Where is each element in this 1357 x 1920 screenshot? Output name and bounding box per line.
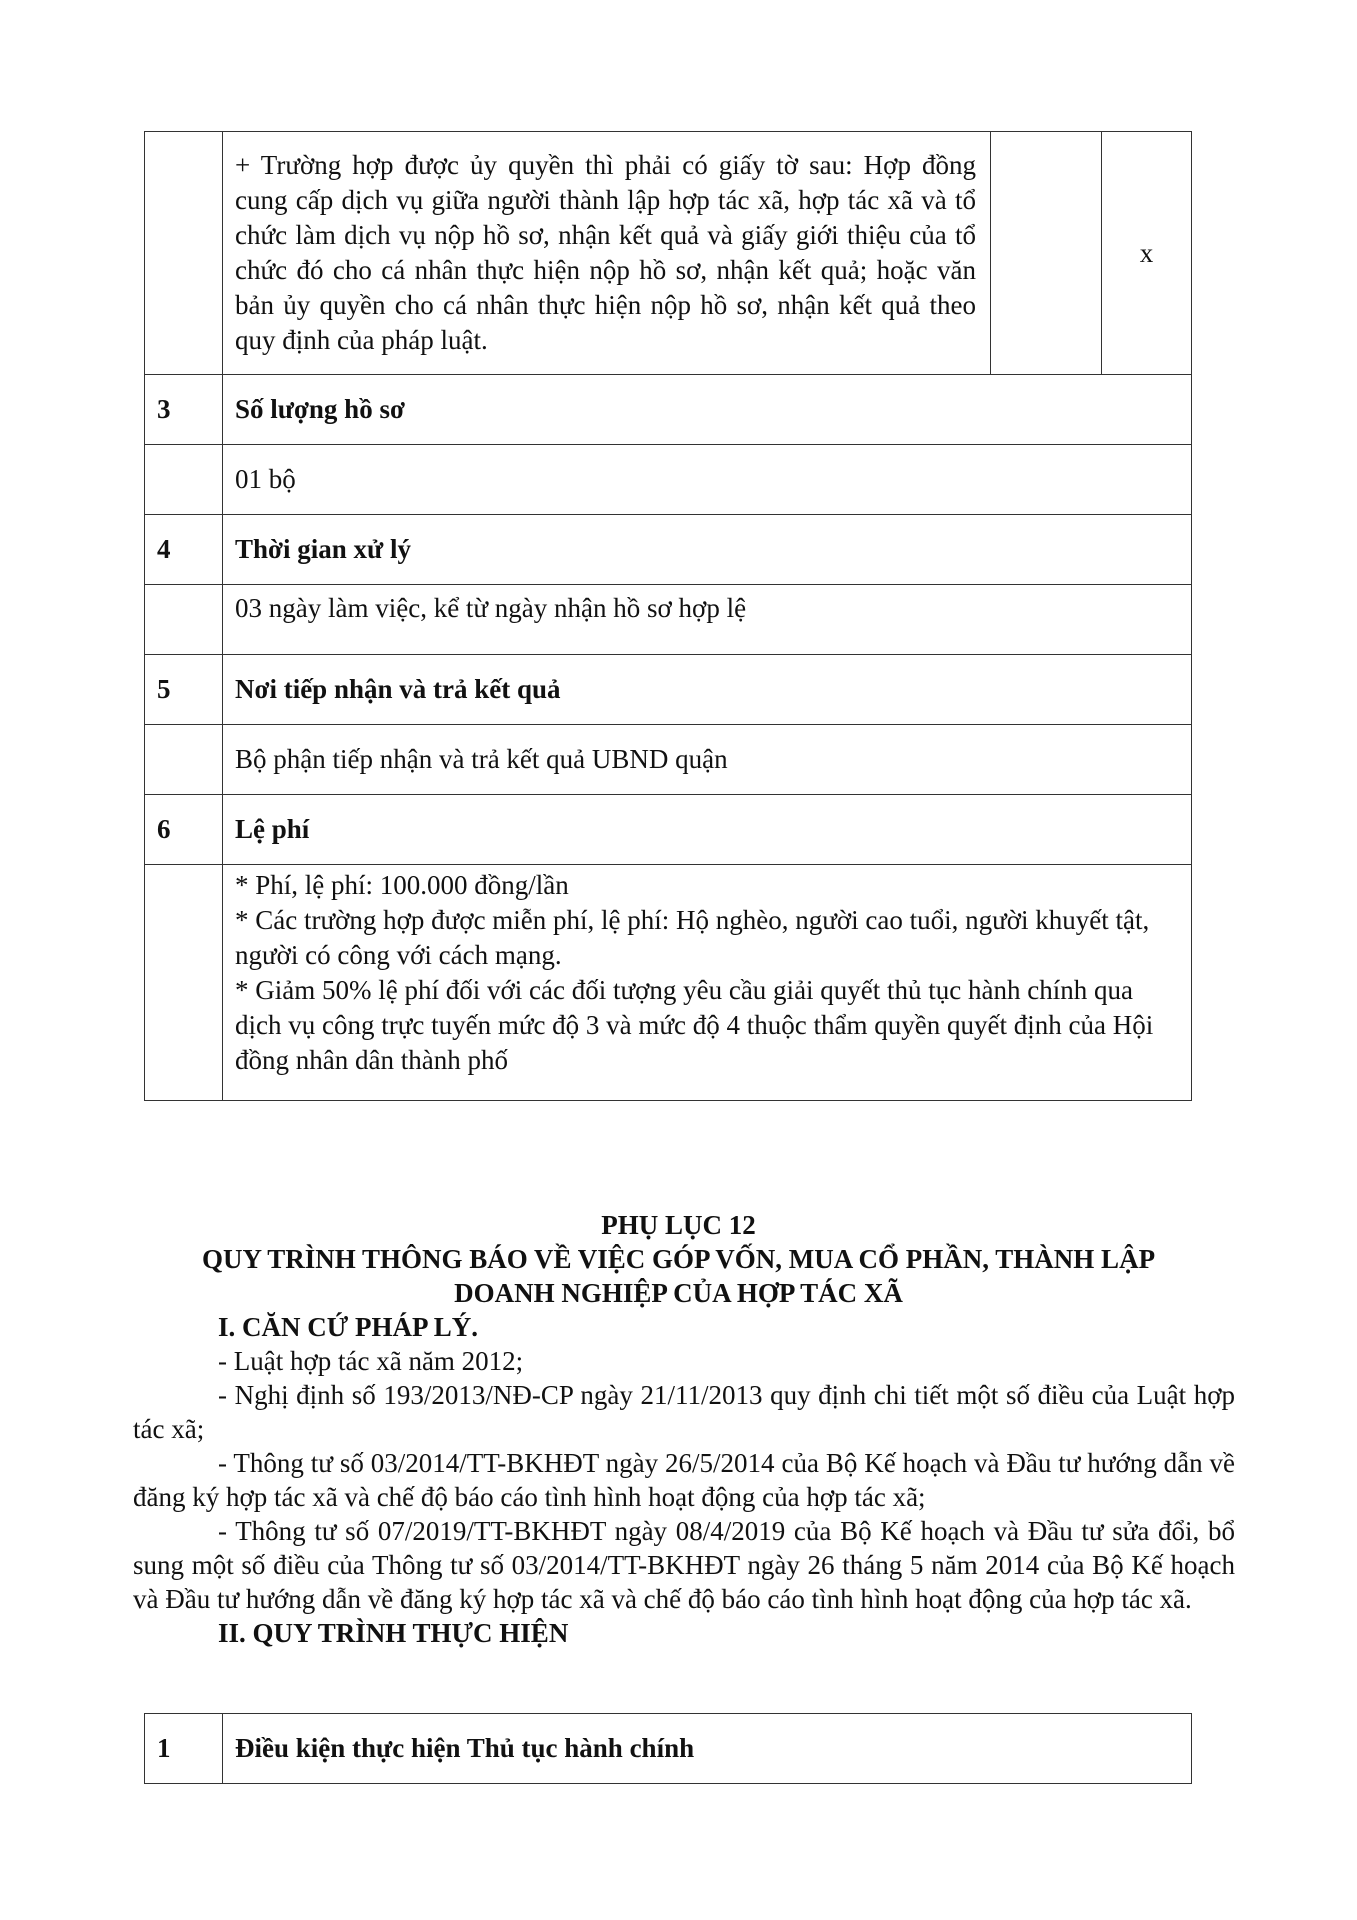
row-number-cell [145,865,223,1101]
empty-check-cell [991,132,1102,375]
row-title: Điều kiện thực hiện Thủ tục hành chính [223,1714,1192,1784]
row-title: Số lượng hồ sơ [223,375,1192,445]
row-title: Lệ phí [223,795,1192,865]
table-row [145,515,1192,585]
table-row [145,655,1192,725]
fee-details: * Phí, lệ phí: 100.000 đồng/lần * Các trường hợp được miễn phí, lệ phí: Hộ nghèo, người cao tuổi, người khuyết tật, người có công với cách mạng. * Giảm 50% lệ phí đối với các đối tượng yêu cầu giải quyết thủ tục hành chính qua dịch vụ công trực tuyến mức độ 3 và mức độ 4 thuộc thẩm quyền quyết định của Hội đồng nhân dân thành phố [223,865,1192,1101]
table-row [145,725,1192,795]
check-mark: x [1102,132,1192,375]
legal-basis-section [133,1310,1235,1650]
legal-item: - Nghị định số 193/2013/NĐ-CP ngày 21/11/2013 quy định chi tiết một số điều của Luật hợp tác xã; [133,1380,1235,1444]
row-content: 01 bộ [223,445,1192,515]
row-number: 1 [145,1714,223,1784]
row-number-cell [145,585,223,655]
row-content: 03 ngày làm việc, kể từ ngày nhận hồ sơ hợp lệ [223,585,1192,655]
legal-item: - Thông tư số 03/2014/TT-BKHĐT ngày 26/5/2014 của Bộ Kế hoạch và Đầu tư hướng dẫn về đăng ký hợp tác xã và chế độ báo cáo tình hình hoạt động của hợp tác xã; [133,1448,1235,1512]
row-title: Thời gian xử lý [223,515,1192,585]
procedure-table-top [144,131,1192,1101]
section-heading-procedure: II. QUY TRÌNH THỰC HIỆN [218,1618,569,1648]
row-number: 5 [145,655,223,725]
table-row [145,1714,1192,1784]
table-row [145,445,1192,515]
legal-item: - Thông tư số 07/2019/TT-BKHĐT ngày 08/4/2019 của Bộ Kế hoạch và Đầu tư sửa đổi, bổ sung một số điều của Thông tư số 03/2014/TT-BKHĐT ngày 26 tháng 5 năm 2014 của Bộ Kế hoạch và Đầu tư hướng dẫn về đăng ký hợp tác xã và chế độ báo cáo tình hình hoạt động của hợp tác xã. [133,1516,1235,1614]
appendix-title-line1: QUY TRÌNH THÔNG BÁO VỀ VIỆC GÓP VỐN, MUA CỔ PHẦN, THÀNH LẬP [201,1244,1156,1274]
appendix-heading [0,1208,1357,1310]
row-number-cell [145,725,223,795]
row-title: Nơi tiếp nhận và trả kết quả [223,655,1192,725]
row-number: 3 [145,375,223,445]
legal-item: - Luật hợp tác xã năm 2012; [218,1346,524,1376]
row-number: 4 [145,515,223,585]
appendix-label: PHỤ LỤC 12 [601,1210,756,1240]
table-row [145,585,1192,655]
row-number-cell [145,132,223,375]
appendix-title-line2: DOANH NGHIỆP CỦA HỢP TÁC XÃ [454,1278,903,1308]
table-row [145,795,1192,865]
section-heading-legal: I. CĂN CỨ PHÁP LÝ. [218,1312,478,1342]
procedure-table-bottom [144,1713,1192,1784]
table-row [145,375,1192,445]
row-content: Bộ phận tiếp nhận và trả kết quả UBND quận [223,725,1192,795]
row-number-cell [145,445,223,515]
table-row [145,132,1192,375]
row-number: 6 [145,795,223,865]
table-row [145,865,1192,1101]
authorization-text: + Trường hợp được ủy quyền thì phải có giấy tờ sau: Hợp đồng cung cấp dịch vụ giữa người thành lập hợp tác xã, hợp tác xã và tổ chức làm dịch vụ nộp hồ sơ, nhận kết quả và giấy giới thiệu của tổ chức đó cho cá nhân thực hiện nộp hồ sơ, nhận kết quả; hoặc văn bản ủy quyền cho cá nhân thực hiện nộp hồ sơ, nhận kết quả theo quy định của pháp luật. [223,132,991,375]
